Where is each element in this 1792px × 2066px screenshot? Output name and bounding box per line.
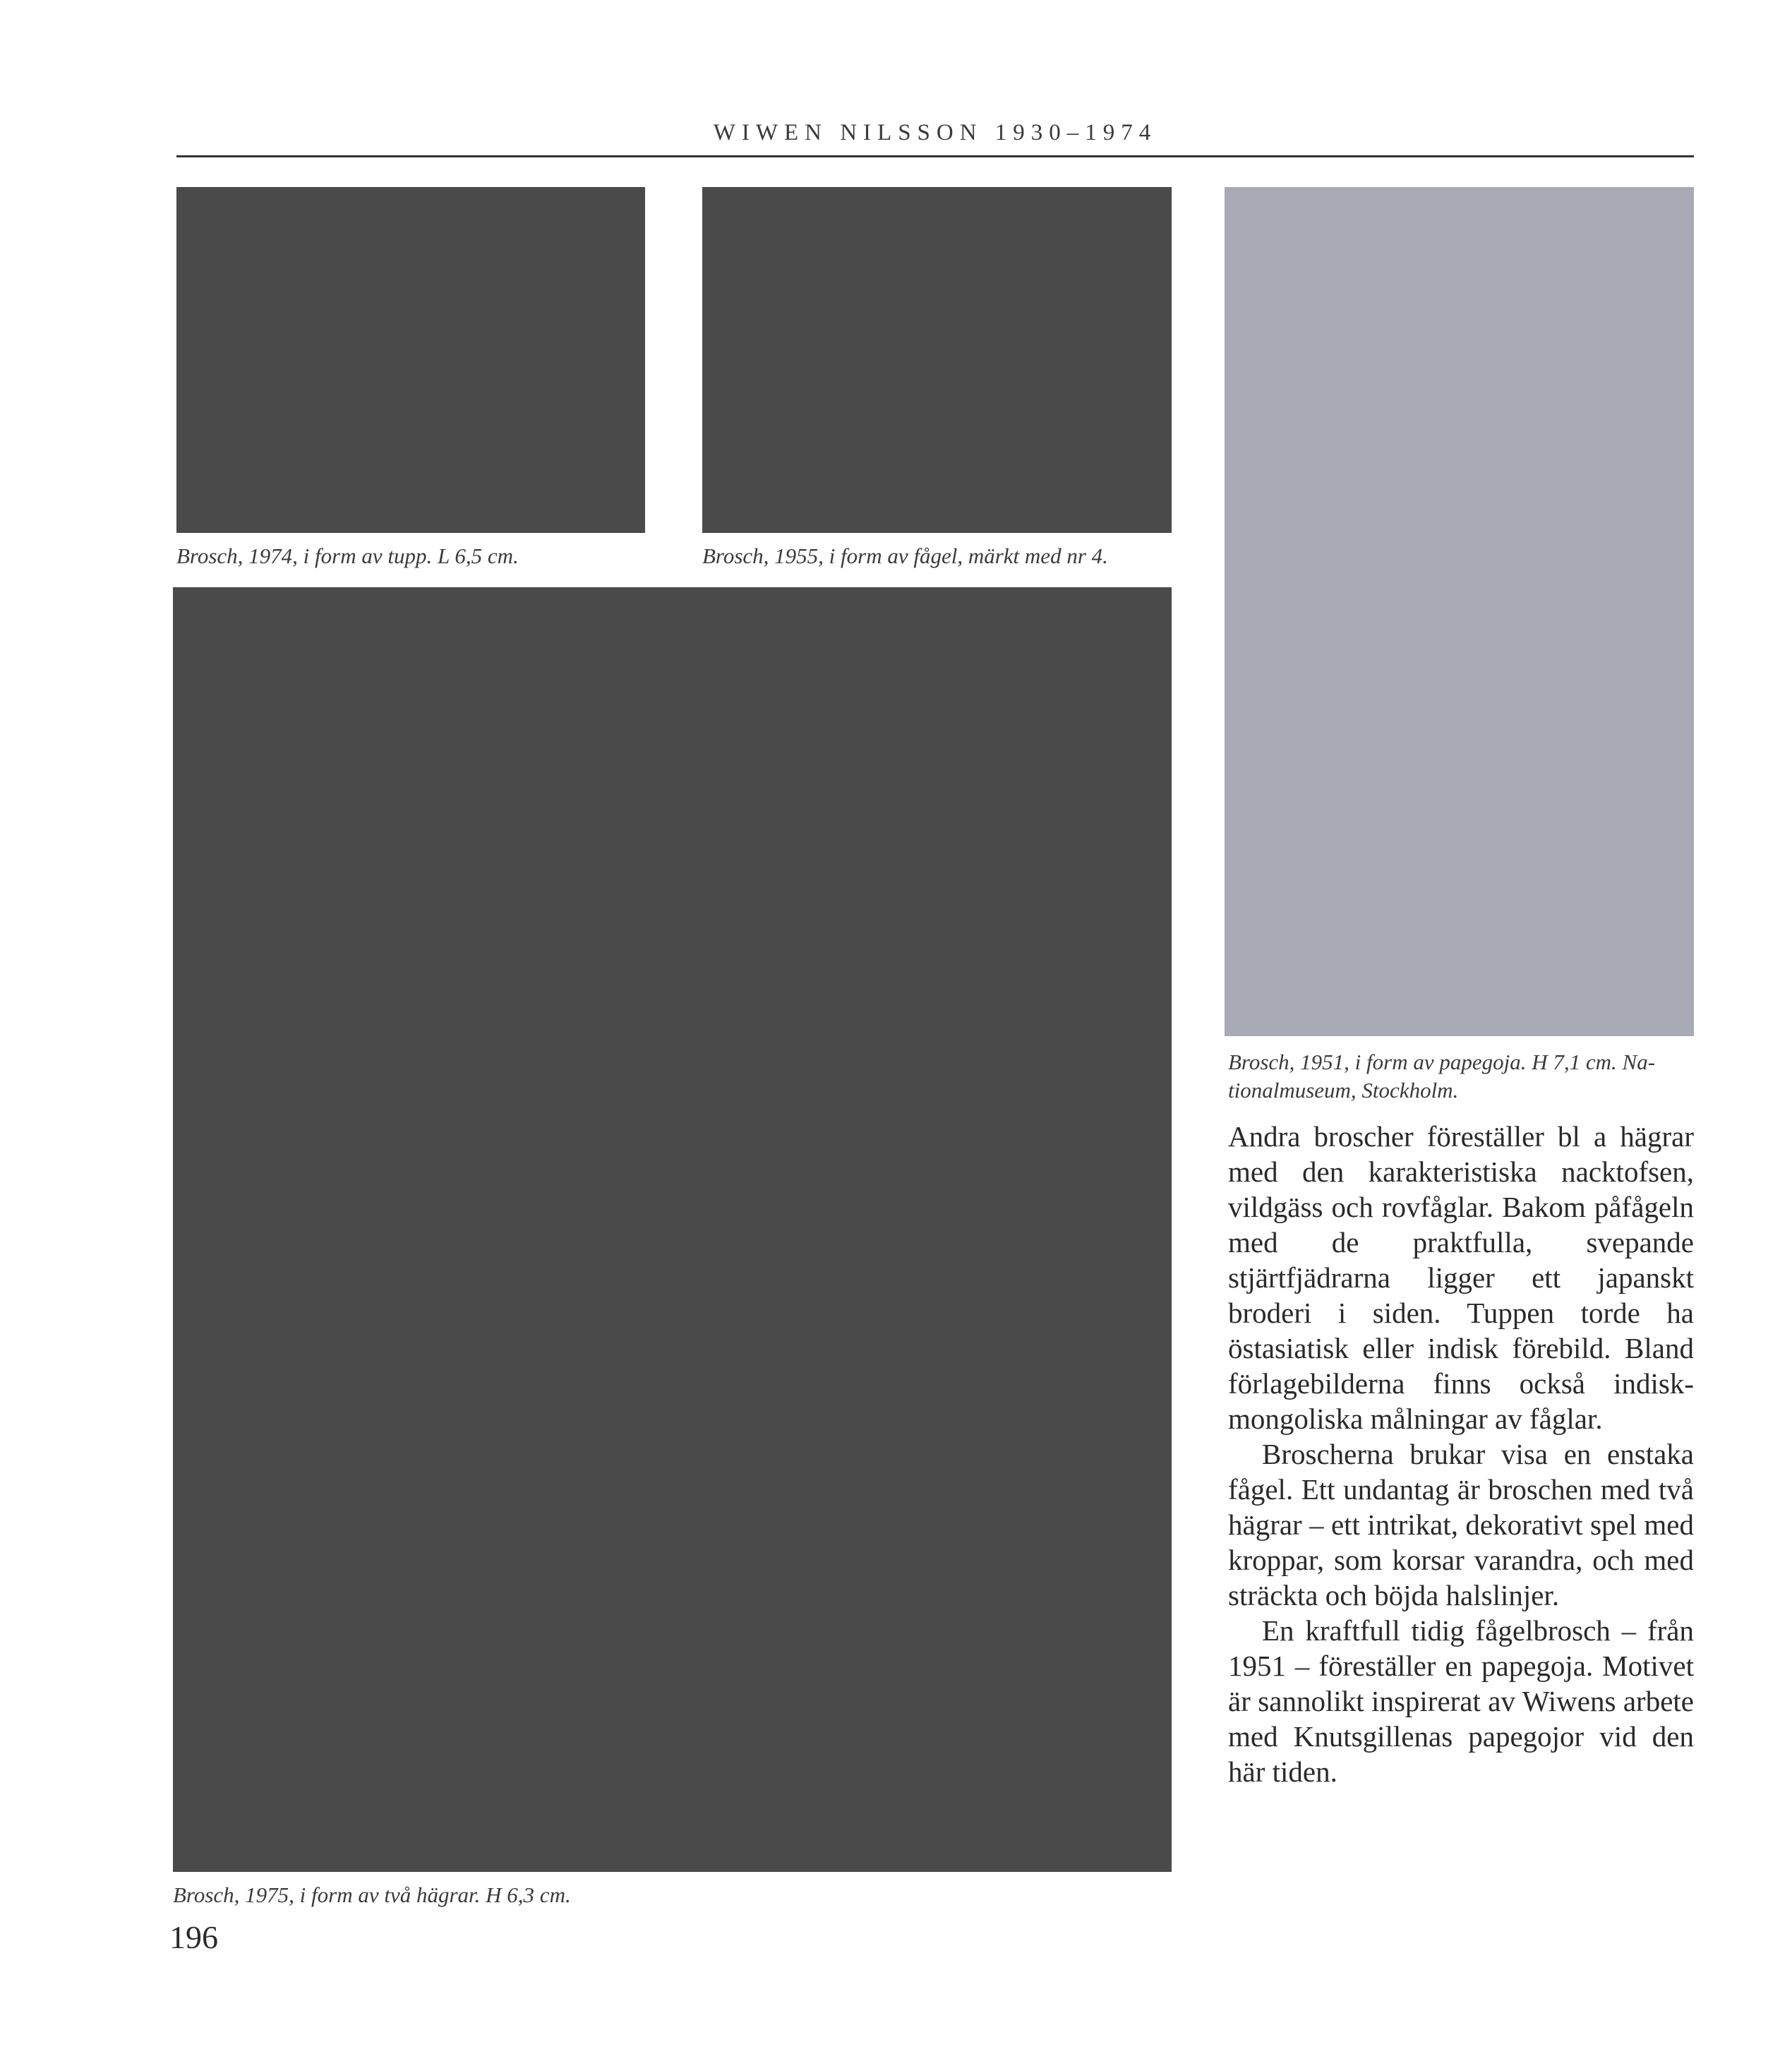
rooster-caption: Brosch, 1974, i form av tupp. L 6,5 cm. — [176, 543, 519, 568]
paragraph-3: En kraftfull tidig fågelbrosch – från 1951 – föreställer en papegoja. Motivet är sannolikt inspirerat av Wiwens arbete med Knutsgillenas papegojor vid den här tiden. — [1228, 1614, 1694, 1788]
article-body — [1228, 1119, 1694, 1789]
parrot-caption — [1228, 1048, 1694, 1105]
herons-caption: Brosch, 1975, i form av två hägrar. H 6,3 cm. — [173, 1882, 571, 1907]
page-number: 196 — [169, 1919, 218, 1955]
running-header: WIWEN NILSSON 1930–1974 — [713, 120, 1157, 145]
paragraph-1: Andra broscher föreställer bl a hägrar med den karakteristiska nacktofsen, vildgäss och rovfåglar. Bakom påfågeln med de praktfulla, svepande stjärtfjädrarna ligger ett japanskt broderi i siden. Tuppen torde ha östasiatisk eller indisk förebild. Bland förlagebilderna finns också indisk-mongoliska målningar av fåglar. — [1228, 1120, 1694, 1435]
parrot-photo — [1225, 187, 1694, 1036]
header-rule — [176, 155, 1694, 157]
paragraph-2: Broscherna brukar visa en enstaka fågel. Ett undantag är broschen med två hägrar – ett intrikat, dekorativt spel med kroppar, som korsar varandra, och med sträckta och böjda halslinjer. — [1228, 1438, 1694, 1611]
bird-caption: Brosch, 1955, i form av fågel, märkt med nr 4. — [702, 543, 1108, 568]
parrot-caption-line-1: Brosch, 1951, i form av papegoja. H 7,1 cm. Na- — [1228, 1050, 1656, 1074]
herons-photo — [173, 587, 1172, 1872]
rooster-photo — [176, 187, 645, 533]
parrot-caption-line-2: tionalmuseum, Stockholm. — [1228, 1078, 1459, 1103]
bird-photo — [702, 187, 1172, 533]
